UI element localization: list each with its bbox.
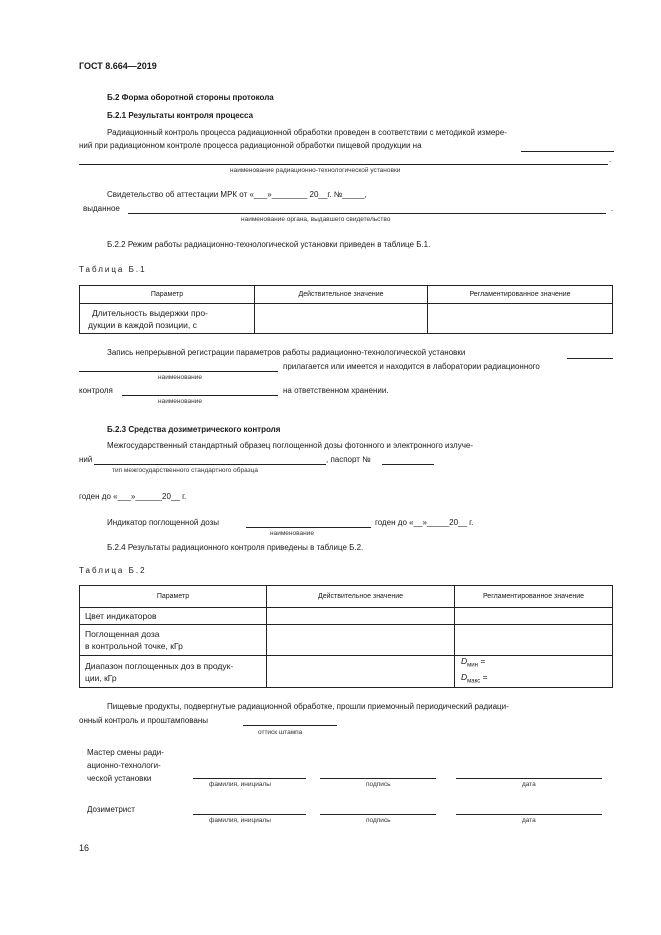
signature-line-sign[interactable] — [320, 814, 436, 815]
table-label-b1: Таблица Б.1 — [79, 265, 147, 274]
label-line: ационно-технологи- — [87, 761, 161, 770]
blank-field — [382, 464, 434, 465]
table-header: Параметр — [80, 286, 255, 304]
field-caption: дата — [522, 817, 536, 824]
table-cell[interactable] — [428, 304, 613, 334]
table-b2 — [79, 585, 613, 688]
registration-label: контроля — [79, 386, 113, 395]
table-cell — [80, 304, 255, 334]
blank-field — [122, 395, 278, 396]
d-subscript: мин — [467, 662, 478, 669]
registration-line: прилагается или имеется и находится в лаборатории радиационного — [283, 362, 540, 371]
section-b24-text: Б.2.4 Результаты радиационного контроля приведены в таблице Б.2. — [107, 543, 364, 552]
paragraph-line: , паспорт № — [326, 455, 371, 464]
closing-line: Пищевые продукты, подвергнутые радиационной обработке, прошли приемочный периодический радиаци- — [107, 702, 509, 711]
field-caption: оттиск штампа — [258, 729, 303, 736]
field-caption: наименование органа, выдавшего свидетельство — [241, 216, 391, 223]
page-number: 16 — [79, 843, 90, 853]
field-caption: подпись — [366, 817, 391, 824]
table-b1 — [79, 285, 613, 334]
d-symbol: D — [461, 656, 468, 666]
signature-line-sign[interactable] — [320, 778, 436, 779]
paragraph-line: Радиационный контроль процесса радиационной обработки проведен в соответствии с методикой измере- — [107, 128, 507, 137]
d-max-cell — [461, 672, 612, 688]
signature-line-date[interactable] — [456, 778, 602, 779]
table-header: Параметр — [80, 586, 267, 608]
cell-text: Длительность выдержки про- — [92, 307, 208, 318]
section-title-b23: Б.2.3 Средства дозиметрического контроля — [107, 425, 281, 434]
field-caption: наименование — [270, 530, 314, 537]
table-cell: Цвет индикаторов — [80, 608, 267, 625]
indicator-label: Индикатор поглощенной дозы — [107, 518, 220, 527]
blank-field — [521, 151, 614, 152]
registration-line: на ответственном хранении. — [283, 386, 389, 395]
blank-field — [567, 358, 613, 359]
field-caption: подпись — [366, 781, 391, 788]
section-b22-text: Б.2.2 Режим работы радиационно-технологической установки приведен в таблице Б.1. — [107, 240, 431, 249]
blank-field — [79, 371, 278, 372]
cell-text: дукции в каждой позиции, с — [88, 319, 197, 330]
table-cell[interactable] — [455, 608, 613, 625]
document-header: ГОСТ 8.664—2019 — [79, 61, 157, 71]
field-caption: наименование радиационно-технологической установки — [230, 167, 401, 174]
closing-line: онный контроль и проштампованы — [79, 716, 209, 725]
cell-text: Поглощенная доза — [85, 629, 160, 639]
blank-field — [79, 164, 608, 165]
registration-line: Запись непрерывной регистрации параметров работы радиационно-технологической установки — [107, 348, 466, 357]
table-cell — [80, 625, 267, 656]
table-cell[interactable] — [255, 304, 428, 334]
section-title-b21: Б.2.1 Результаты контроля процесса — [107, 111, 254, 120]
table-cell[interactable] — [267, 608, 455, 625]
table-cell[interactable] — [455, 625, 613, 656]
valid-until-line: годен до «___»______20__ г. — [79, 492, 187, 501]
field-caption: дата — [522, 781, 536, 788]
cell-text: в контрольной точке, кГр — [85, 641, 183, 651]
signature-line-name[interactable] — [193, 814, 306, 815]
dosimetrist-label: Дозиметрист — [87, 805, 135, 814]
paragraph-line: Межгосударственный стандартный образец поглощенной дозы фотонного и электронного излуче- — [107, 441, 473, 450]
issued-label: выданное — [83, 204, 120, 213]
table-header: Действительное значение — [267, 586, 455, 608]
field-caption: фамилия, инициалы — [209, 817, 271, 824]
field-caption: фамилия, инициалы — [209, 781, 271, 788]
paragraph-line: ний при радиационном контроле процесса радиационной обработки пищевой продукции на — [79, 141, 422, 150]
signature-line-name[interactable] — [193, 778, 306, 779]
label-line: ческой установки — [87, 774, 152, 783]
table-header: Действительное значение — [255, 286, 428, 304]
blank-field — [128, 213, 606, 214]
equals: = — [480, 656, 486, 666]
field-caption: наименование — [158, 374, 202, 381]
table-header: Регламентированное значение — [455, 586, 613, 608]
equals: = — [482, 671, 488, 682]
table-cell[interactable] — [267, 656, 455, 688]
table-cell[interactable] — [267, 625, 455, 656]
period: . — [609, 155, 612, 164]
blank-field — [246, 527, 371, 528]
table-label-b2: Таблица Б.2 — [79, 566, 147, 575]
cell-text: ции, кГр — [85, 672, 117, 683]
master-label — [87, 746, 164, 785]
d-symbol: D — [461, 671, 468, 682]
certificate-line: Свидетельство об аттестации МРК от «___»________ 20__г. №_____, — [107, 190, 367, 199]
blank-field — [94, 464, 326, 465]
blank-field — [243, 725, 337, 726]
table-cell — [455, 656, 613, 688]
signature-line-date[interactable] — [456, 814, 602, 815]
d-min-cell — [461, 656, 612, 672]
period: . — [611, 204, 614, 213]
field-caption: наименование — [158, 398, 202, 405]
d-subscript: макс — [467, 678, 481, 685]
table-cell — [80, 656, 267, 688]
table-header: Регламентированное значение — [428, 286, 613, 304]
paragraph-label: ний — [79, 455, 93, 464]
label-line: Мастер смены ради- — [87, 748, 164, 757]
cell-text: Диапазон поглощенных доз в продук- — [85, 660, 234, 671]
section-title-b2: Б.2 Форма оборотной стороны протокола — [107, 93, 274, 102]
indicator-valid: годен до «__»_____20__ г. — [375, 518, 474, 527]
field-caption: тип межгосударственного стандартного образца — [112, 467, 258, 474]
